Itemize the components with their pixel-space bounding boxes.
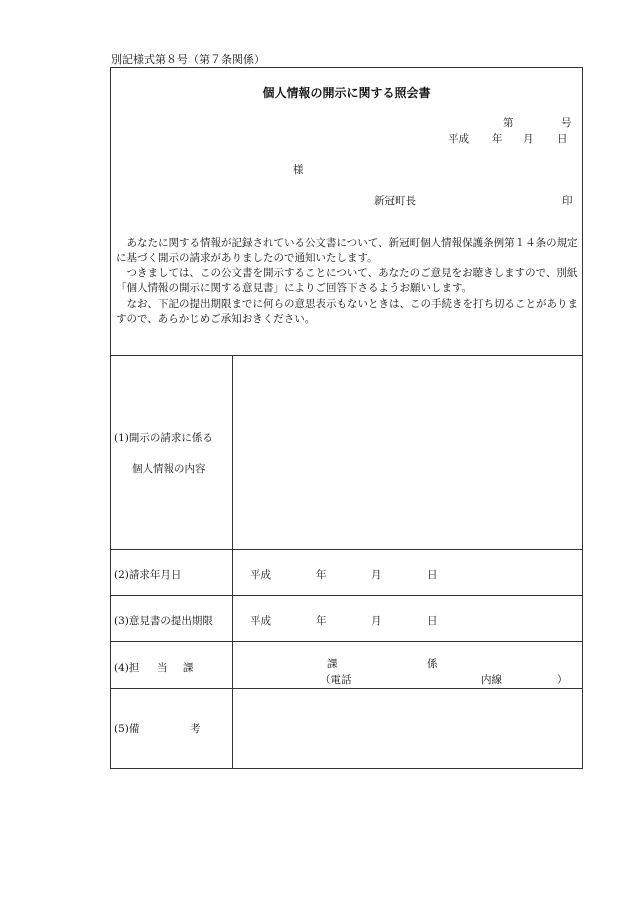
header-date-month: 月 [523, 133, 534, 145]
request-date-era: 平成 [250, 569, 271, 581]
deadline-era: 平成 [250, 615, 271, 627]
form-border [110, 67, 583, 769]
row-divider-4 [110, 688, 583, 689]
department-tel: （電話 [320, 674, 352, 686]
remarks-label-a: (5)備 [114, 723, 140, 735]
department-naisen: 内線 [481, 674, 502, 686]
department-label-a: (4)担 [114, 662, 140, 674]
table-top-line [110, 355, 583, 356]
header-date-day: 日 [557, 133, 568, 145]
department-kakari: 係 [427, 658, 438, 670]
row-divider-2 [110, 595, 583, 596]
form-number-label: 別記様式第８号（第７条関係） [111, 53, 265, 66]
request-date-day: 日 [427, 569, 438, 581]
ref-number-go: 号 [561, 117, 572, 129]
department-ka: 課 [327, 658, 338, 670]
deadline-month: 月 [371, 615, 382, 627]
deadline-day: 日 [427, 615, 438, 627]
row-divider-1 [110, 549, 583, 550]
body-paragraph-1: あなたに関する情報が記録されている公文書について、新冠町個人情報保護条例第１４条の規定に基づく開示の請求がありましたので通知いたします。 [116, 237, 578, 264]
seal-mark: 印 [562, 195, 573, 207]
ref-number-dai: 第 [503, 117, 514, 129]
department-label-b: 当 [157, 662, 168, 674]
document-title: 個人情報の開示に関する照会書 [262, 86, 431, 100]
department-close: ） [557, 674, 568, 686]
row-divider-3 [110, 641, 583, 642]
content-label-line1: (1)開示の請求に係る [114, 432, 213, 444]
department-label-c: 課 [183, 662, 194, 674]
request-date-label: (2)請求年月日 [114, 569, 182, 581]
body-paragraph-2: つきましては、この公文書を開示することについて、あなたのご意見をお聴きしますので、別紙「個人情報の開示に関する意見書」によりご回答下さるようお願いします。 [116, 267, 578, 294]
deadline-label: (3)意見書の提出期限 [114, 615, 213, 627]
deadline-year: 年 [316, 615, 327, 627]
table-column-divider [232, 355, 233, 769]
request-date-month: 月 [371, 569, 382, 581]
header-date-year: 年 [492, 133, 503, 145]
request-date-year: 年 [316, 569, 327, 581]
remarks-label-b: 考 [190, 723, 201, 735]
addressee-suffix: 様 [293, 164, 304, 176]
body-paragraph-3: なお、下記の提出期限までに何らの意思表示もないときは、この手続きを打ち切ることがありますので、あらかじめご承知おきください。 [116, 298, 578, 325]
header-date-era: 平成 [448, 133, 469, 145]
issuer-name: 新冠町長 [374, 195, 416, 207]
content-label-line2: 個人情報の内容 [132, 463, 206, 475]
